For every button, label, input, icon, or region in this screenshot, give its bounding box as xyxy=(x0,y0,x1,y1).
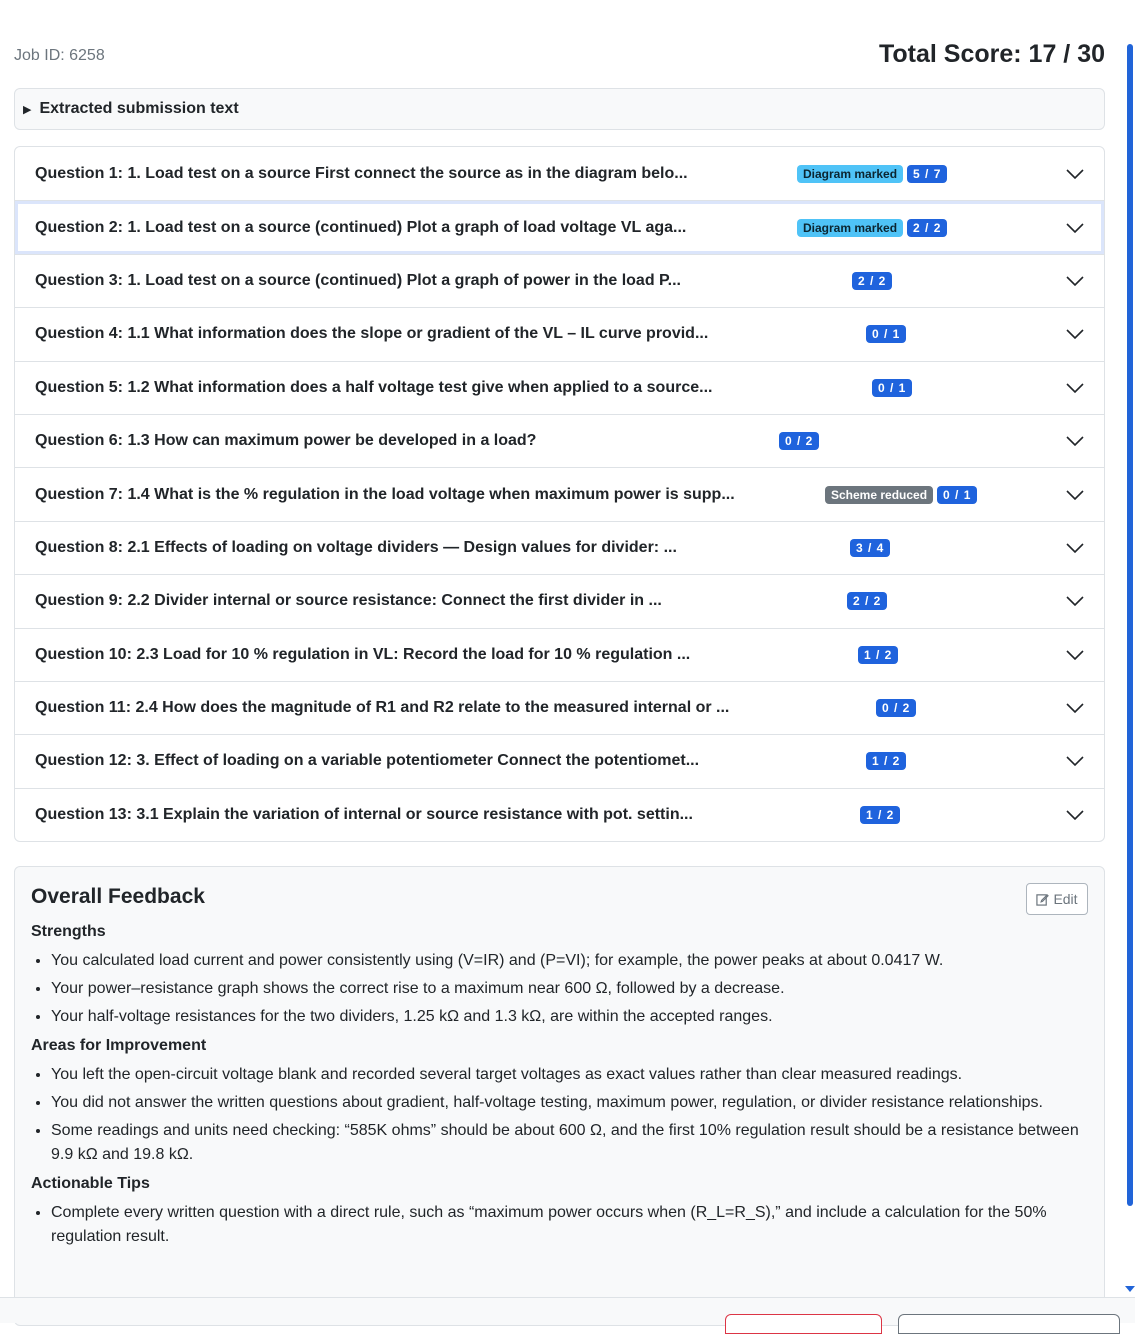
question-badges xyxy=(866,325,906,343)
question-title: Question 5: 1.2 What information does a half voltage test give when applied to a source... xyxy=(35,378,713,396)
feedback-item: • You did not answer the written questions about gradient, half-voltage testing, maximum power, regulation, or divider resistance relationships. xyxy=(51,1091,1088,1115)
question-title: Question 3: 1. Load test on a source (continued) Plot a graph of power in the load P... xyxy=(35,271,681,289)
feedback-item: • Some readings and units need checking: “585K ohms” should be about 600 Ω, and the first 10% regulation result should be a resistance between 9.9 kΩ and 19.8 kΩ. xyxy=(51,1119,1088,1167)
chevron-down-icon[interactable] xyxy=(1066,810,1084,820)
feedback-section xyxy=(31,1037,1088,1167)
feedback-section-heading: Actionable Tips xyxy=(31,1175,150,1193)
chevron-down-icon[interactable] xyxy=(1066,383,1084,393)
feedback-item: • Your half-voltage resistances for the two dividers, 1.25 kΩ and 1.3 kΩ, are within the accepted ranges. xyxy=(51,1005,1088,1029)
feedback-section-heading: Areas for Improvement xyxy=(31,1037,207,1055)
question-badges xyxy=(850,539,890,557)
question-row[interactable] xyxy=(15,200,1104,253)
feedback-sections xyxy=(31,923,1088,1249)
score-badge: 0 / 1 xyxy=(872,379,912,397)
question-badges xyxy=(797,219,947,237)
total-score: Total Score: 17 / 30 xyxy=(878,40,1105,68)
chevron-down-icon[interactable] xyxy=(1066,276,1084,286)
extracted-text-toggle[interactable] xyxy=(14,88,1105,130)
score-badge: 2 / 2 xyxy=(852,272,892,290)
question-badges xyxy=(858,646,898,664)
extracted-text-label: Extracted submission text xyxy=(39,100,239,117)
feedback-item: • You left the open-circuit voltage blank and recorded several target voltages as exact values rather than clear measured readings. xyxy=(51,1063,1088,1087)
scrollbar[interactable] xyxy=(1124,40,1135,1297)
diagram-marked-badge: Diagram marked xyxy=(797,219,903,237)
feedback-list xyxy=(31,949,1088,1029)
question-row[interactable] xyxy=(15,147,1104,200)
question-title: Question 10: 2.3 Load for 10 % regulation in VL: Record the load for 10 % regulation ... xyxy=(35,645,691,663)
chevron-down-icon[interactable] xyxy=(1066,596,1084,606)
feedback-item: • You calculated load current and power consistently using (V=IR) and (P=VI); for example, the power peaks at about 0.0417 W. xyxy=(51,949,1088,973)
edit-feedback-button[interactable] xyxy=(1026,883,1088,915)
question-title: Question 9: 2.2 Divider internal or source resistance: Connect the first divider in ... xyxy=(35,592,662,610)
chevron-down-icon[interactable] xyxy=(1066,650,1084,660)
question-title: Question 12: 3. Effect of loading on a variable potentiometer Connect the potentiomet... xyxy=(35,752,700,770)
scroll-down-icon[interactable] xyxy=(1125,1286,1135,1292)
score-badge: 1 / 2 xyxy=(866,752,906,770)
feedback-item: • Your power–resistance graph shows the correct rise to a maximum near 600 Ω, followed by a decrease. xyxy=(51,977,1088,1001)
job-id: Job ID: 6258 xyxy=(14,47,105,64)
overall-feedback-panel xyxy=(14,866,1105,1326)
question-row[interactable] xyxy=(15,788,1104,841)
question-title: Question 6: 1.3 How can maximum power be developed in a load? xyxy=(35,432,537,450)
scheme-reduced-badge: Scheme reduced xyxy=(825,486,933,504)
edit-icon xyxy=(1036,893,1049,906)
question-title: Question 8: 2.1 Effects of loading on voltage dividers — Design values for divider: ... xyxy=(35,538,677,556)
score-badge: 3 / 4 xyxy=(850,539,890,557)
chevron-down-icon[interactable] xyxy=(1066,703,1084,713)
page-header xyxy=(14,0,1105,88)
question-title: Question 13: 3.1 Explain the variation of internal or source resistance with pot. settin... xyxy=(35,805,693,823)
question-title: Question 4: 1.1 What information does the slope or gradient of the VL – IL curve provid... xyxy=(35,325,709,343)
secondary-action-button[interactable] xyxy=(898,1314,1120,1334)
question-row[interactable] xyxy=(15,734,1104,787)
question-title: Question 2: 1. Load test on a source (continued) Plot a graph of load voltage VL aga... xyxy=(35,218,687,236)
edit-label: Edit xyxy=(1053,891,1078,908)
question-row[interactable] xyxy=(15,307,1104,360)
score-badge: 0 / 1 xyxy=(866,325,906,343)
question-badges xyxy=(779,432,819,450)
chevron-down-icon[interactable] xyxy=(1066,223,1084,233)
chevron-down-icon[interactable] xyxy=(1066,490,1084,500)
score-badge: 0 / 2 xyxy=(779,432,819,450)
question-badges xyxy=(876,699,916,717)
feedback-section-heading: Strengths xyxy=(31,923,106,941)
score-badge: 2 / 2 xyxy=(907,219,947,237)
chevron-down-icon[interactable] xyxy=(1066,169,1084,179)
feedback-item: • Complete every written question with a direct rule, such as “maximum power occurs when (R_L=R_S),” and include a calculation for the 50% regulation result. xyxy=(51,1201,1088,1249)
bottom-action-bar xyxy=(0,1297,1135,1323)
chevron-down-icon[interactable] xyxy=(1066,329,1084,339)
score-badge: 1 / 2 xyxy=(858,646,898,664)
question-row[interactable] xyxy=(15,521,1104,574)
caret-right-icon: ▶ xyxy=(23,103,32,116)
feedback-list xyxy=(31,1063,1088,1167)
question-row[interactable] xyxy=(15,361,1104,414)
question-badges xyxy=(860,806,900,824)
question-row[interactable] xyxy=(15,467,1104,520)
chevron-down-icon[interactable] xyxy=(1066,436,1084,446)
feedback-list xyxy=(31,1201,1088,1249)
question-title: Question 11: 2.4 How does the magnitude of R1 and R2 relate to the measured internal or ... xyxy=(35,699,730,717)
question-row[interactable] xyxy=(15,681,1104,734)
score-badge: 2 / 2 xyxy=(847,592,887,610)
question-row[interactable] xyxy=(15,414,1104,467)
question-row[interactable] xyxy=(15,628,1104,681)
question-title: Question 1: 1. Load test on a source First connect the source as in the diagram belo... xyxy=(35,164,688,182)
scrollbar-thumb[interactable] xyxy=(1127,44,1133,1206)
feedback-title: Overall Feedback xyxy=(31,885,205,909)
question-row[interactable] xyxy=(15,254,1104,307)
diagram-marked-badge: Diagram marked xyxy=(797,165,903,183)
question-badges xyxy=(797,165,947,183)
question-badges xyxy=(825,486,977,504)
feedback-section xyxy=(31,1175,1088,1249)
chevron-down-icon[interactable] xyxy=(1066,756,1084,766)
question-row[interactable] xyxy=(15,574,1104,627)
score-badge: 5 / 7 xyxy=(907,165,947,183)
score-badge: 0 / 2 xyxy=(876,699,916,717)
score-badge: 0 / 1 xyxy=(937,486,977,504)
feedback-section xyxy=(31,923,1088,1029)
question-badges xyxy=(866,752,906,770)
question-badges xyxy=(852,272,892,290)
question-accordion xyxy=(14,146,1105,842)
question-badges xyxy=(872,379,912,397)
score-badge: 1 / 2 xyxy=(860,806,900,824)
chevron-down-icon[interactable] xyxy=(1066,543,1084,553)
grading-page xyxy=(14,0,1105,1326)
question-badges xyxy=(847,592,887,610)
question-title: Question 7: 1.4 What is the % regulation in the load voltage when maximum power is supp... xyxy=(35,485,735,503)
danger-action-button[interactable] xyxy=(725,1314,882,1334)
